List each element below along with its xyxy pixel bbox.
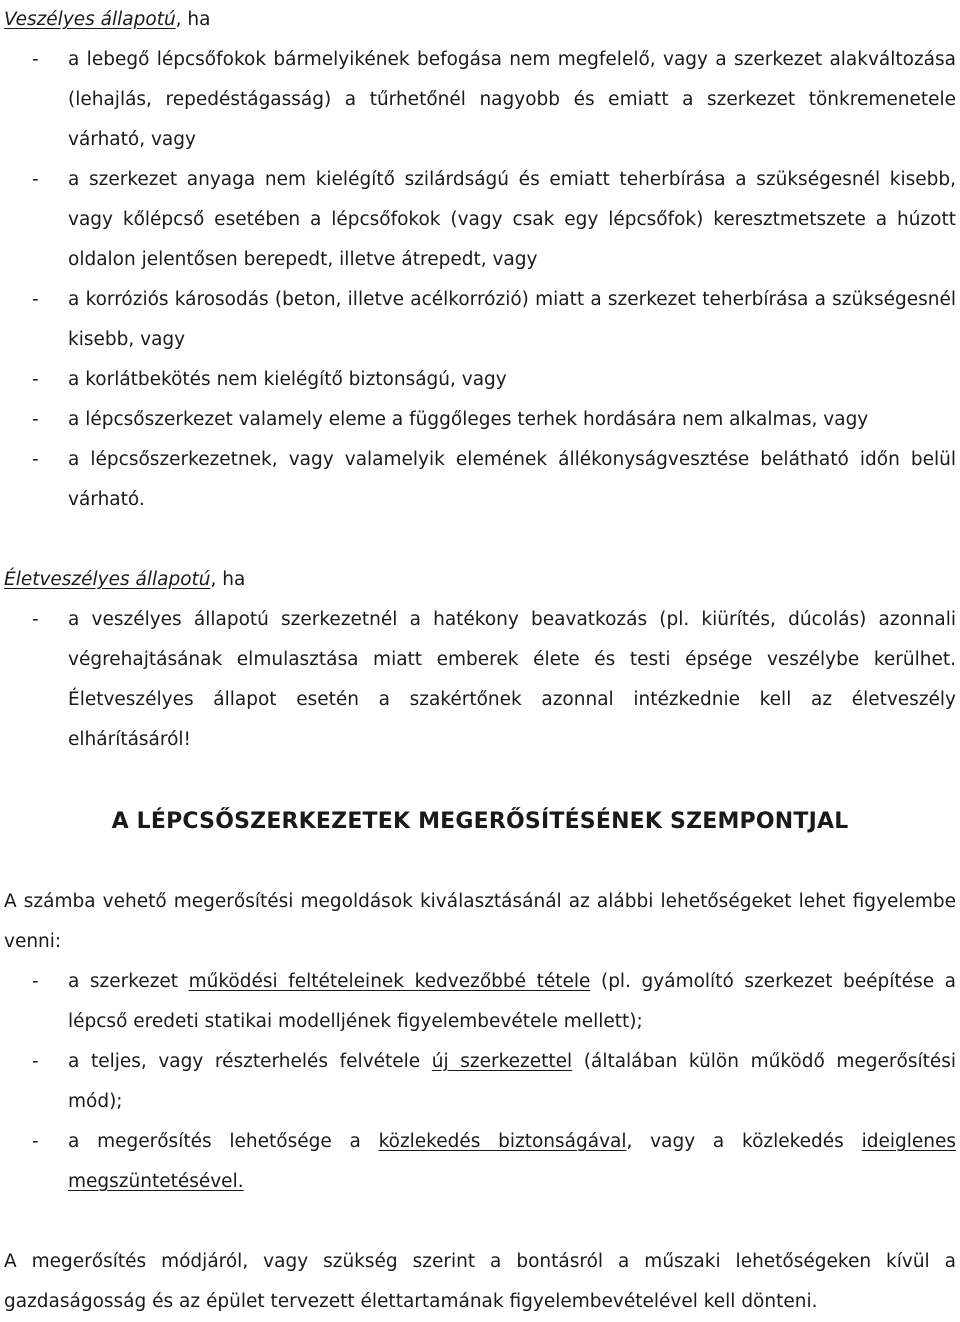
- dash-bullet: -: [32, 1131, 39, 1152]
- dash-bullet: -: [32, 1051, 39, 1072]
- list-item-text: a korróziós károsodás (beton, illetve acélkorrózió) miatt a szerkezet teherbírása a szükségesnél kisebb, vagy: [68, 289, 956, 350]
- list-item-text: a teljes, vagy részterhelés felvétele: [68, 1051, 432, 1072]
- dash-bullet: -: [32, 409, 39, 430]
- underlined-phrase: új szerkezettel: [431, 1051, 573, 1072]
- list-item: [4, 360, 956, 400]
- life-threatening-conditions-list: [4, 600, 956, 760]
- dash-bullet: -: [32, 609, 39, 630]
- section-heading: A LÉPCSŐSZERKEZETEK MEGERŐSÍTÉSÉNEK SZEMPONTJAL: [111, 809, 849, 834]
- list-item: [4, 40, 956, 160]
- dangerous-conditions-list: [4, 40, 956, 520]
- list-item-text: a szerkezet anyaga nem kielégítő szilárdságú és emiatt teherbírása a szükségesnél kisebb, vagy kőlépcső esetében a lépcsőfokok (vagy csak egy lépcsőfok) keresztmetszete a húzott oldalon jelentősen berepedt, illetve átrepedt, vagy: [68, 169, 956, 270]
- term-tail: , ha: [175, 9, 211, 30]
- dash-bullet: -: [32, 169, 39, 190]
- reinforcement-options-list: [4, 962, 956, 1202]
- list-item-text: (általában külön működő megerősítési mód);: [68, 1051, 957, 1112]
- list-item-text: a szerkezet: [68, 971, 189, 992]
- list-item: [4, 1042, 956, 1122]
- list-item-text: a megerősítés lehetősége a: [68, 1131, 379, 1152]
- list-item-text: a lépcsőszerkezetnek, vagy valamelyik elemének állékonyságvesztése belátható időn belül várható.: [68, 449, 956, 510]
- spacer: [4, 1202, 956, 1242]
- list-item: [4, 400, 956, 440]
- list-item: [4, 600, 956, 760]
- closing-paragraph: A megerősítés módjáról, vagy szükség szerint a bontásról a műszaki lehetőségeken kívül a gazdaságosság és az épület tervezett élettartamának figyelembevételével kell dönteni.: [4, 1251, 956, 1312]
- term-life-threatening: Életveszélyes állapotú: [4, 569, 211, 590]
- list-item: [4, 962, 956, 1042]
- list-item-text: a korlátbekötés nem kielégítő biztonságú, vagy: [68, 369, 507, 390]
- list-item-text: (pl. gyámolító szerkezet beépítése a lépcső eredeti statikai modelljének figyelembevétele mellett);: [68, 971, 957, 1032]
- dash-bullet: -: [32, 971, 39, 992]
- spacer: [4, 520, 956, 560]
- term-tail: , ha: [210, 569, 246, 590]
- dash-bullet: -: [32, 449, 39, 470]
- list-item-text: , vagy a közlekedés: [626, 1131, 862, 1152]
- list-item-text: a veszélyes állapotú szerkezetnél a hatékony beavatkozás (pl. kiürítés, dúcolás) azonnali végrehajtásának elmulasztása miatt emberek élete és testi épsége veszélybe kerülhet. Életveszélyes állapot esetén a szakértőnek azonnal intézkednie kell az életveszély elhárításáról!: [68, 609, 956, 750]
- list-item: [4, 1122, 956, 1202]
- underlined-phrase: működési feltételeinek kedvezőbbé tétele: [188, 971, 591, 992]
- list-item: [4, 440, 956, 520]
- list-item: [4, 280, 956, 360]
- section-dangerous-title: [4, 0, 956, 40]
- underlined-phrase: közlekedés biztonságával: [378, 1131, 627, 1152]
- dash-bullet: -: [32, 369, 39, 390]
- section-life-threatening-title: [4, 560, 956, 600]
- term-dangerous: Veszélyes állapotú: [4, 9, 176, 30]
- list-item-text: a lépcsőszerkezet valamely eleme a függőleges terhek hordására nem alkalmas, vagy: [68, 409, 869, 430]
- list-item-text: a lebegő lépcsőfokok bármelyikének befogása nem megfelelő, vagy a szerkezet alakváltozása (lehajlás, repedéstágasság) a tűrhetőnél nagyobb és emiatt a szerkezet tönkremenetele várható, vagy: [68, 49, 956, 150]
- underlined-phrase: ideiglenes megszüntetésével.: [68, 1131, 957, 1192]
- reinforcement-intro: A számba vehető megerősítési megoldások kiválasztásánál az alábbi lehetőségeket lehet figyelembe venni:: [4, 891, 956, 952]
- dash-bullet: -: [32, 49, 39, 70]
- list-item: [4, 160, 956, 280]
- dash-bullet: -: [32, 289, 39, 310]
